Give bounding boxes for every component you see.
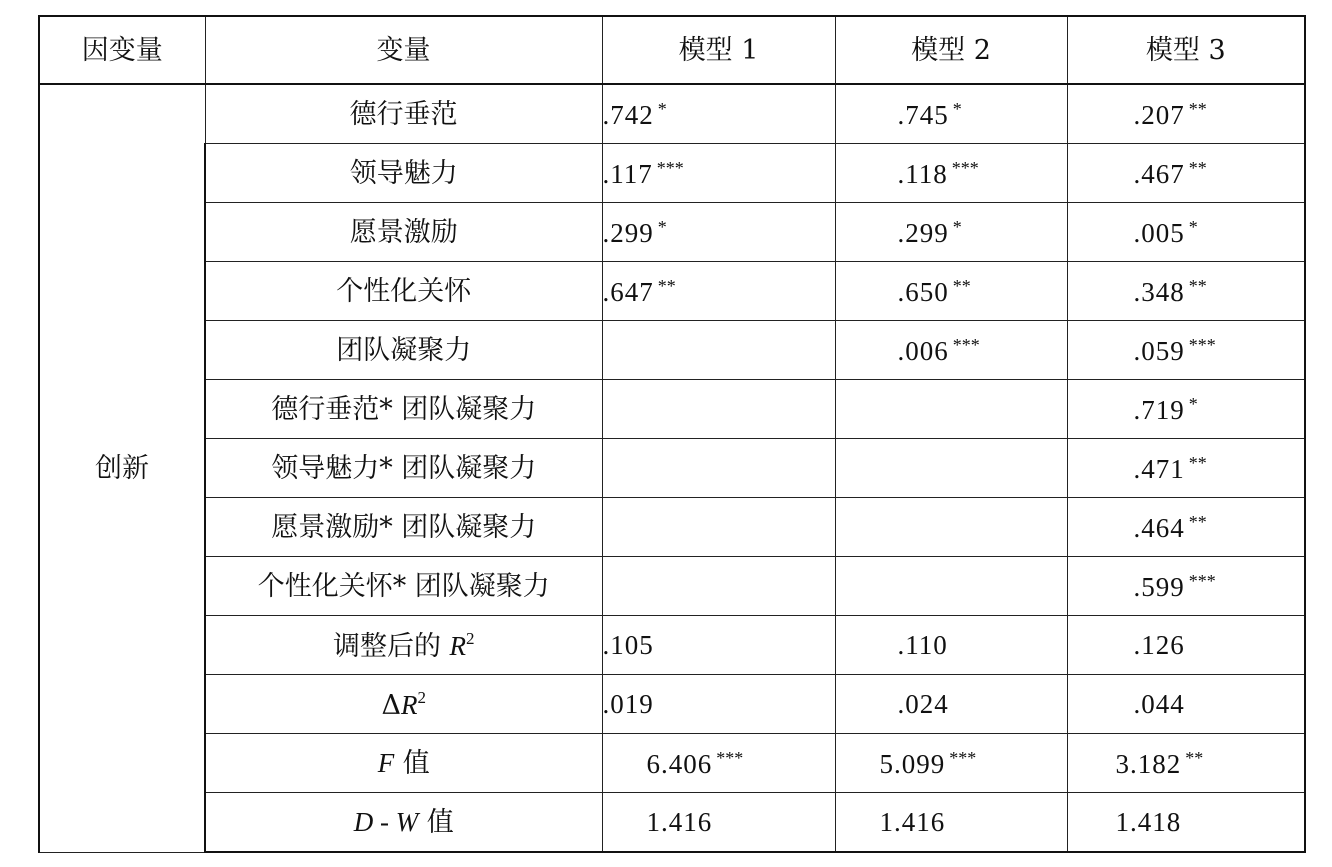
table-row	[39, 380, 1305, 439]
header-model-3: 模型 3	[1067, 16, 1305, 84]
coefficient-value: .599	[1133, 571, 1185, 602]
coefficient-cell-model-1	[602, 557, 835, 616]
adj-r2-m2-value: .110	[897, 629, 948, 660]
table-body	[39, 84, 1305, 852]
variable-name-cell: 个性化关怀	[205, 262, 602, 321]
coefficient-value: .348	[1133, 276, 1185, 307]
coefficient-cell-model-1	[602, 498, 835, 557]
f-m2-significance: ***	[949, 747, 977, 768]
coefficient-cell-model-3	[1067, 321, 1305, 380]
variable-name-cell: 德行垂范* 团队凝聚力	[205, 380, 602, 439]
significance-stars: ***	[951, 157, 979, 178]
table-row	[39, 321, 1305, 380]
coefficient-value: .117	[602, 158, 653, 189]
variable-name-cell: 领导魅力* 团队凝聚力	[205, 439, 602, 498]
adj-r2-model-2	[835, 616, 1067, 675]
delta-r2-superscript: 2	[417, 688, 426, 707]
table-row	[39, 439, 1305, 498]
coefficient-value: .647	[602, 276, 654, 307]
delta-r2-m3-value: .044	[1133, 688, 1185, 719]
coefficient-value: .299	[602, 217, 654, 248]
significance-stars: **	[1188, 275, 1207, 296]
adj-r2-superscript: 2	[466, 629, 475, 648]
header-model-2: 模型 2	[835, 16, 1067, 84]
header-variable: 变量	[205, 16, 602, 84]
delta-r2-m2-value: .024	[897, 688, 949, 719]
coefficient-cell-model-2	[835, 203, 1067, 262]
significance-stars: **	[952, 275, 971, 296]
coefficient-cell-model-2	[835, 557, 1067, 616]
delta-r2-m1-value: .019	[602, 688, 654, 719]
coefficient-value: .299	[897, 217, 949, 248]
var-label-adj-r2	[205, 616, 602, 675]
adj-r2-model-3	[1067, 616, 1305, 675]
significance-stars: *	[1188, 393, 1198, 414]
table-row-adj-r2	[39, 616, 1305, 675]
table-row-delta-r2	[39, 675, 1305, 734]
var-label-dw-value	[205, 793, 602, 853]
variable-name-cell: 领导魅力	[205, 144, 602, 203]
coefficient-value: .650	[897, 276, 949, 307]
f-symbol: F	[377, 747, 395, 778]
coefficient-cell-model-3	[1067, 380, 1305, 439]
coefficient-value: .006	[897, 335, 949, 366]
coefficient-cell-model-2	[835, 498, 1067, 557]
significance-stars: *	[657, 216, 667, 237]
coefficient-cell-model-1	[602, 144, 835, 203]
f-label-text: 值	[402, 747, 430, 779]
dependent-variable-cell: 创新	[39, 84, 205, 852]
significance-stars: ***	[1188, 334, 1216, 355]
regression-table-container	[38, 15, 1306, 853]
coefficient-value: .467	[1133, 158, 1185, 189]
coefficient-cell-model-3	[1067, 439, 1305, 498]
variable-name-cell: 愿景激励* 团队凝聚力	[205, 498, 602, 557]
dw-m2-value: 1.416	[879, 806, 946, 837]
header-row	[39, 16, 1305, 84]
regression-table	[38, 15, 1306, 853]
delta-r2-model-1	[602, 675, 835, 734]
coefficient-value: .207	[1133, 99, 1185, 130]
f-m1-significance: ***	[716, 747, 744, 768]
var-label-delta-r2	[205, 675, 602, 734]
f-m1-value: 6.406	[646, 748, 713, 779]
delta-symbol: Δ	[381, 690, 401, 721]
table-row	[39, 84, 1305, 144]
table-row	[39, 144, 1305, 203]
coefficient-cell-model-3	[1067, 498, 1305, 557]
coefficient-value: .118	[897, 158, 948, 189]
coefficient-cell-model-2	[835, 439, 1067, 498]
f-m2-value: 5.099	[879, 748, 946, 779]
coefficient-cell-model-3	[1067, 262, 1305, 321]
coefficient-cell-model-3	[1067, 557, 1305, 616]
coefficient-cell-model-1	[602, 380, 835, 439]
coefficient-cell-model-3	[1067, 203, 1305, 262]
f-m3-value: 3.182	[1115, 748, 1182, 779]
dw-label-text: 值	[426, 806, 454, 838]
adj-r2-m1-value: .105	[602, 629, 654, 660]
delta-r2-symbol: R	[401, 690, 418, 720]
dw-m3-value: 1.418	[1115, 806, 1182, 837]
coefficient-cell-model-2	[835, 380, 1067, 439]
coefficient-cell-model-2	[835, 321, 1067, 380]
coefficient-cell-model-1	[602, 84, 835, 144]
coefficient-value: .005	[1133, 217, 1185, 248]
delta-r2-model-3	[1067, 675, 1305, 734]
coefficient-cell-model-2	[835, 144, 1067, 203]
coefficient-cell-model-1	[602, 439, 835, 498]
table-row	[39, 203, 1305, 262]
header-model-1: 模型 1	[602, 16, 835, 84]
coefficient-cell-model-3	[1067, 84, 1305, 144]
table-row	[39, 262, 1305, 321]
significance-stars: ***	[656, 157, 684, 178]
significance-stars: **	[657, 275, 676, 296]
var-label-f-value	[205, 734, 602, 793]
f-model-2	[835, 734, 1067, 793]
coefficient-value: .464	[1133, 512, 1185, 543]
significance-stars: **	[1188, 98, 1207, 119]
significance-stars: *	[952, 216, 962, 237]
f-model-3	[1067, 734, 1305, 793]
significance-stars: **	[1188, 452, 1207, 473]
coefficient-value: .745	[897, 99, 949, 130]
significance-stars: **	[1188, 511, 1207, 532]
coefficient-value: .471	[1133, 453, 1185, 484]
table-row-dw-value	[39, 793, 1305, 853]
variable-name-cell: 德行垂范	[205, 84, 602, 144]
adj-r2-m3-value: .126	[1133, 629, 1185, 660]
significance-stars: *	[1188, 216, 1198, 237]
coefficient-cell-model-1	[602, 321, 835, 380]
adj-r2-label-text: 调整后的	[332, 631, 441, 662]
coefficient-cell-model-2	[835, 262, 1067, 321]
coefficient-value: .742	[602, 99, 654, 130]
adj-r2-symbol: R	[449, 631, 467, 661]
dw-symbol: D - W	[353, 806, 419, 837]
table-row-f-value	[39, 734, 1305, 793]
table-row	[39, 498, 1305, 557]
coefficient-cell-model-3	[1067, 144, 1305, 203]
f-model-1	[602, 734, 835, 793]
delta-r2-model-2	[835, 675, 1067, 734]
significance-stars: *	[657, 98, 667, 119]
coefficient-value: .719	[1133, 394, 1185, 425]
dw-m1-value: 1.416	[646, 806, 713, 837]
dw-model-3	[1067, 793, 1305, 853]
significance-stars: **	[1188, 157, 1207, 178]
dw-model-2	[835, 793, 1067, 853]
variable-name-cell: 愿景激励	[205, 203, 602, 262]
significance-stars: *	[952, 98, 962, 119]
significance-stars: ***	[952, 334, 980, 355]
coefficient-cell-model-2	[835, 84, 1067, 144]
adj-r2-model-1	[602, 616, 835, 675]
variable-name-cell: 团队凝聚力	[205, 321, 602, 380]
dw-model-1	[602, 793, 835, 853]
significance-stars: ***	[1188, 570, 1216, 591]
coefficient-cell-model-1	[602, 203, 835, 262]
f-m3-significance: **	[1185, 747, 1204, 768]
coefficient-value: .059	[1133, 335, 1185, 366]
header-dependent-variable: 因变量	[39, 16, 205, 84]
variable-name-cell: 个性化关怀* 团队凝聚力	[205, 557, 602, 616]
table-row	[39, 557, 1305, 616]
coefficient-cell-model-1	[602, 262, 835, 321]
